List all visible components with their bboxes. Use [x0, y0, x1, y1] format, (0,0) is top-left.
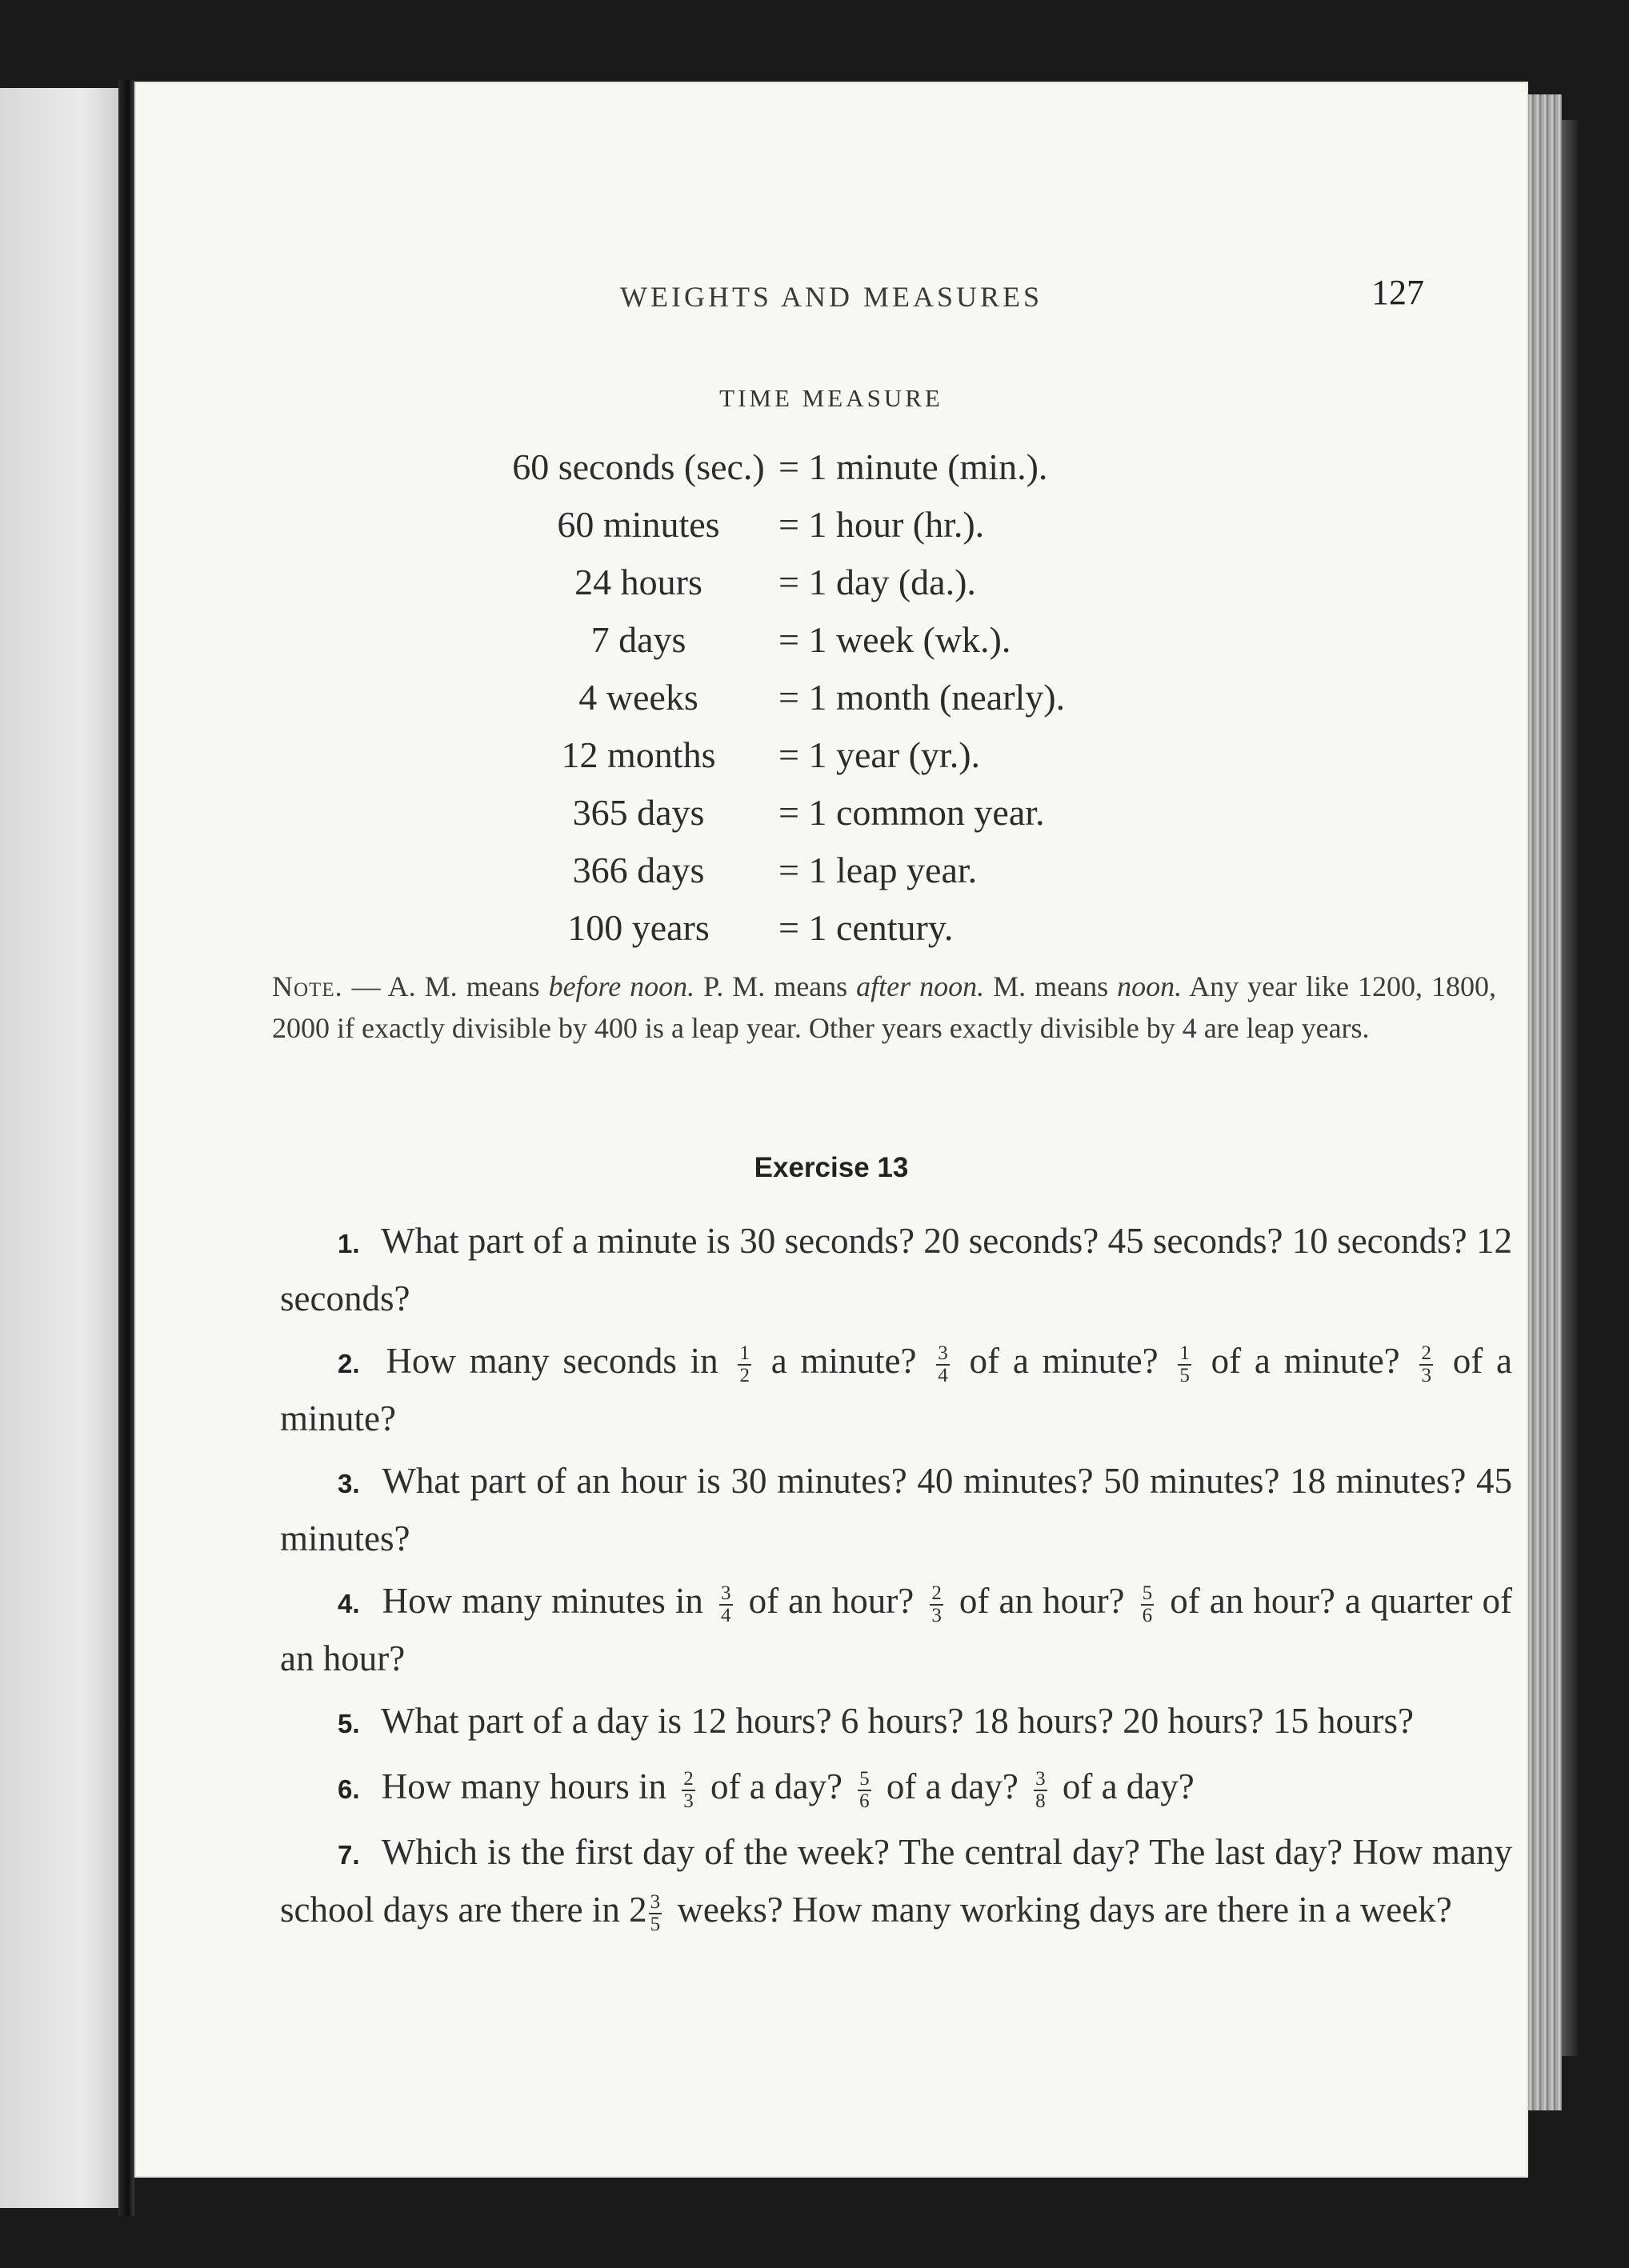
question-text: of a minute? — [1197, 1341, 1414, 1381]
mixed-number-whole: 2 — [629, 1890, 647, 1930]
fraction-denominator: 5 — [1179, 1364, 1190, 1386]
fraction-numerator: 3 — [1035, 1767, 1046, 1790]
table-left-cell: 366 days — [572, 850, 705, 890]
table-left-cell: 4 weeks — [578, 677, 698, 718]
fraction-numerator: 1 — [1179, 1342, 1190, 1364]
note-dash: — — [342, 970, 388, 1002]
table-left-cell: 12 months — [561, 734, 716, 775]
question-text: of a minute? — [955, 1341, 1172, 1381]
fraction-denominator: 2 — [739, 1364, 750, 1386]
table-row — [134, 791, 1528, 849]
question-text: a minute? — [757, 1341, 931, 1381]
question-5 — [280, 1694, 1512, 1751]
question-text: of a day? — [1053, 1766, 1195, 1806]
table-row — [134, 446, 1528, 503]
question-number: 6. — [338, 1774, 360, 1804]
note-italic: before noon. — [548, 970, 695, 1002]
question-1 — [280, 1214, 1512, 1326]
question-text: How many hours in — [372, 1766, 676, 1806]
fraction-numerator: 2 — [931, 1582, 942, 1604]
question-text: What part of a minute is 30 seconds? 20 seconds? 45 seconds? 10 seconds? 12 seconds? — [280, 1221, 1512, 1318]
table-right-cell: = 1 year (yr.). — [778, 734, 981, 775]
fraction — [738, 1343, 751, 1386]
question-3 — [280, 1454, 1512, 1566]
note-text: M. means — [984, 970, 1118, 1002]
question-text: What part of an hour is 30 minutes? 40 minutes? 50 minutes? 18 minutes? 45 minutes? — [280, 1461, 1512, 1558]
question-7 — [280, 1825, 1512, 1937]
table-right-cell: = 1 hour (hr.). — [778, 504, 985, 545]
table-right-cell: = 1 month (nearly). — [778, 677, 1066, 718]
fraction — [682, 1769, 695, 1812]
fraction-denominator: 4 — [721, 1604, 731, 1626]
question-text: Which is the first day of the week? The central day? The last day? How many school days are there in — [280, 1832, 1512, 1930]
running-head: WEIGHTS AND MEASURES — [619, 281, 1043, 313]
fraction-numerator: 2 — [683, 1767, 694, 1790]
question-text: How many minutes in — [372, 1581, 713, 1621]
fraction-numerator: 3 — [721, 1582, 731, 1604]
question-text: of an hour? — [949, 1581, 1135, 1621]
question-text: of an hour? — [738, 1581, 924, 1621]
question-text: How many seconds in — [372, 1341, 732, 1381]
fraction-denominator: 4 — [938, 1364, 948, 1386]
table-right-cell: = 1 leap year. — [778, 850, 978, 890]
table-left-cell: 60 minutes — [557, 504, 720, 545]
question-number: 2. — [338, 1349, 360, 1378]
question-text: of a minute? — [280, 1341, 1512, 1438]
fraction — [719, 1583, 733, 1626]
fraction-denominator: 6 — [1142, 1604, 1153, 1626]
fraction-numerator: 2 — [1421, 1342, 1431, 1364]
fraction-denominator: 3 — [683, 1790, 694, 1812]
table-row — [134, 734, 1528, 791]
note-label: Note. — [272, 970, 343, 1002]
note-paragraph — [272, 966, 1496, 1049]
table-right-cell: = 1 minute (min.). — [778, 446, 1048, 487]
table-left-cell: 24 hours — [574, 562, 702, 602]
book-page — [134, 82, 1528, 2178]
fraction — [649, 1892, 662, 1935]
fraction-numerator: 3 — [938, 1342, 948, 1364]
fraction-denominator: 5 — [650, 1913, 661, 1935]
table-left-cell: 7 days — [590, 619, 686, 660]
fraction-numerator: 5 — [859, 1767, 870, 1790]
page-edges — [1528, 94, 1562, 2110]
table-left-cell: 100 years — [567, 907, 710, 948]
table-row — [134, 906, 1528, 964]
page-number: 127 — [1371, 273, 1424, 312]
note-italic: noon. — [1117, 970, 1183, 1002]
section-title: TIME MEASURE — [719, 384, 943, 412]
table-right-cell: = 1 century. — [778, 907, 954, 948]
fraction — [1178, 1343, 1191, 1386]
fraction-denominator: 3 — [1421, 1364, 1431, 1386]
question-6 — [280, 1759, 1512, 1817]
fraction-denominator: 8 — [1035, 1790, 1046, 1812]
exercise-questions — [280, 1214, 1512, 1945]
question-2 — [280, 1334, 1512, 1446]
question-text: weeks? How many working days are there in a week? — [668, 1890, 1452, 1930]
question-number: 1. — [338, 1229, 360, 1258]
note-text: Any year like 1200, 1800, 2000 if exactly divisible by 400 is a leap year. Other years exactly divisible by 4 are leap years. — [272, 970, 1496, 1044]
fraction — [858, 1769, 871, 1812]
fraction-numerator: 1 — [739, 1342, 750, 1364]
fraction — [1141, 1583, 1155, 1626]
note-text: P. M. means — [694, 970, 857, 1002]
table-right-cell: = 1 common year. — [778, 792, 1045, 833]
question-text: of a day? — [701, 1766, 852, 1806]
question-4 — [280, 1574, 1512, 1686]
question-number: 7. — [338, 1840, 360, 1870]
table-row — [134, 676, 1528, 734]
book-gutter — [118, 80, 134, 2216]
fraction — [936, 1343, 950, 1386]
table-right-cell: = 1 day (da.). — [778, 562, 976, 602]
question-number: 3. — [338, 1469, 360, 1498]
page-header — [134, 273, 1528, 336]
question-number: 4. — [338, 1589, 360, 1618]
note-text: A. M. means — [387, 970, 549, 1002]
left-page-edge — [0, 88, 118, 2208]
book-cover-edge — [1562, 120, 1578, 2056]
fraction — [930, 1583, 943, 1626]
table-left-cell: 60 seconds (sec.) — [512, 446, 765, 487]
fraction — [1419, 1343, 1433, 1386]
fraction — [1034, 1769, 1047, 1812]
question-text: of an hour? a quarter of an hour? — [280, 1581, 1513, 1678]
question-number: 5. — [338, 1709, 360, 1738]
note-italic: after noon. — [856, 970, 985, 1002]
table-left-cell: 365 days — [572, 792, 705, 833]
fraction-numerator: 5 — [1142, 1582, 1153, 1604]
table-row — [134, 849, 1528, 906]
table-row — [134, 618, 1528, 676]
question-text: What part of a day is 12 hours? 6 hours? 18 hours? 20 hours? 15 hours? — [372, 1701, 1414, 1741]
table-row — [134, 561, 1528, 618]
fraction-numerator: 3 — [650, 1890, 661, 1913]
table-row — [134, 503, 1528, 561]
fraction-denominator: 3 — [931, 1604, 942, 1626]
exercise-title: Exercise 13 — [754, 1152, 909, 1183]
table-right-cell: = 1 week (wk.). — [778, 619, 1011, 660]
fraction-denominator: 6 — [859, 1790, 870, 1812]
question-text: of a day? — [877, 1766, 1028, 1806]
